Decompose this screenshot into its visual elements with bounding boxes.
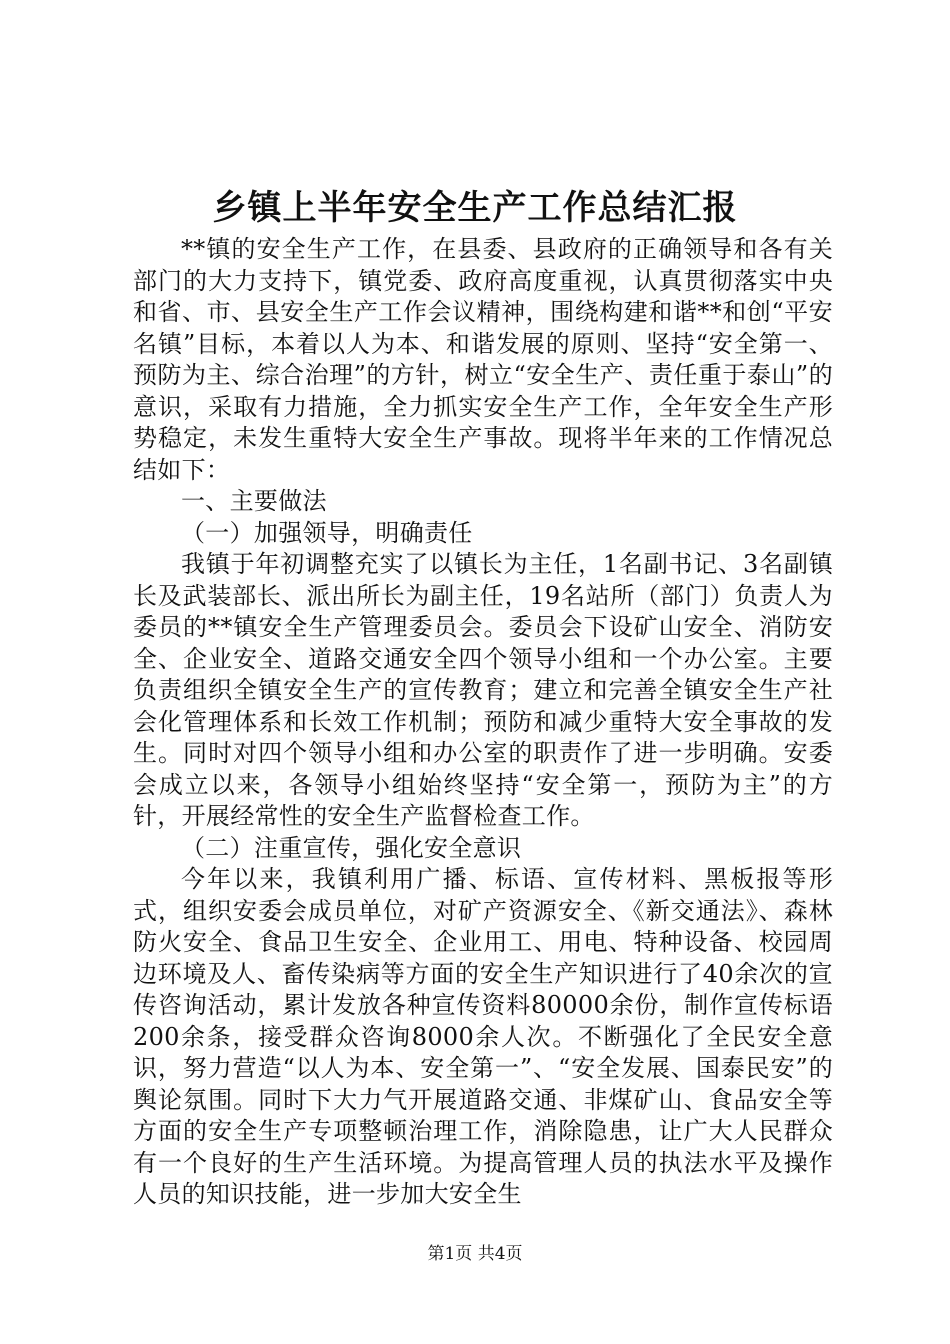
subsection-heading-publicity: （二）注重宣传，强化安全意识 <box>181 833 522 862</box>
document-title: 乡镇上半年安全生产工作总结汇报 <box>212 188 738 228</box>
publicity-paragraph: 今年以来，我镇利用广播、标语、宣传材料、黑板报等形式，组织安委会成员单位，对矿产资源安全、《新交通法》、森林防火安全、食品卫生安全、企业用工、用电、特种设备、校园周边环境及人、畜传染病等方面的安全生产知识进行了40余次的宣传咨询活动，累计发放各种宣传资料80000余份，制作宣传标语200余条，接受群众咨询8000余人次。不断强化了全民安全意识，努力营造“以人为本、安全第一”、“安全发展、国泰民安”的舆论氛围。同时下大力气开展道路交通、非煤矿山、食品安全等方面的安全生产专项整顿治理工作，消除隐患，让广大人民群众有一个良好的生产生活环境。为提高管理人员的执法水平及操作人员的知识技能，进一步加大安全生 <box>133 865 833 1208</box>
document-body <box>133 234 833 1211</box>
page-footer: 第1页 共4页 <box>427 1244 523 1264</box>
leadership-paragraph: 我镇于年初调整充实了以镇长为主任，1名副书记、3名副镇长及武装部长、派出所长为副主任，19名站所（部门）负责人为委员的**镇安全生产管理委员会。委员会下设矿山安全、消防安全、企业安全、道路交通安全四个领导小组和一个办公室。主要负责组织全镇安全生产的宣传教育；建立和完善全镇安全生产社会化管理体系和长效工作机制；预防和减少重特大安全事故的发生。同时对四个领导小组和办公室的职责作了进一步明确。安委会成立以来，各领导小组始终坚持“安全第一，预防为主”的方针，开展经常性的安全生产监督检查工作。 <box>133 550 833 830</box>
subsection-heading-leadership: （一）加强领导，明确责任 <box>181 518 473 547</box>
section-heading-main-practices: 一、主要做法 <box>181 487 327 515</box>
intro-paragraph: **镇的安全生产工作，在县委、县政府的正确领导和各有关部门的大力支持下，镇党委、政府高度重视，认真贯彻落实中央和省、市、县安全生产工作会议精神，围绕构建和谐**和创“平安名镇”目标，本着以人为本、和谐发展的原则、坚持“安全第一、预防为主、综合治理”的方针，树立“安全生产、责任重于泰山”的意识，采取有力措施，全力抓实安全生产工作，全年安全生产形势稳定，未发生重特大安全生产事故。现将半年来的工作情况总结如下： <box>133 235 833 484</box>
